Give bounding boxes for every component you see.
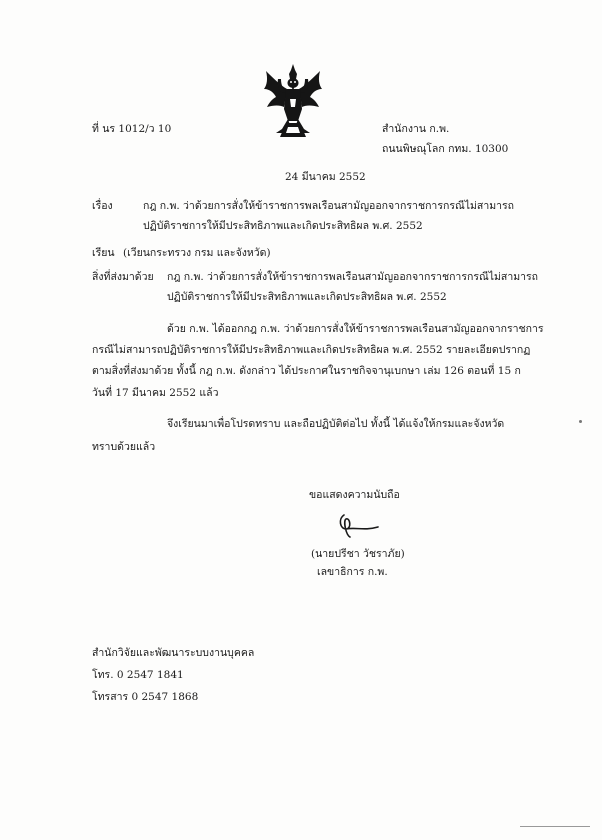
body-paragraph-1-line-3: ตามสิ่งที่ส่งมาด้วย ทั้งนี้ กฎ ก.พ. ดังกล่าว ได้ประกาศในราชกิจจานุเบกษา เล่ม 126 ตอนที่ 15 ก [92, 365, 521, 377]
signatory-title: เลขาธิการ ก.พ. [317, 566, 388, 578]
subject-label: เรื่อง [92, 200, 113, 212]
body-paragraph-2-line-1: จึงเรียนมาเพื่อโปรดทราบ และถือปฏิบัติต่อไป ทั้งนี้ ได้แจ้งให้กรมและจังหวัด [167, 418, 505, 430]
handwritten-signature-icon [334, 509, 382, 541]
office-name: สำนักงาน ก.พ. [382, 123, 450, 135]
body-paragraph-1-line-1: ด้วย ก.พ. ได้ออกกฎ ก.พ. ว่าด้วยการสั่งให้ข้าราชการพลเรือนสามัญออกจากราชการ [167, 323, 544, 335]
body-paragraph-1-line-4: วันที่ 17 มีนาคม 2552 แล้ว [92, 387, 219, 399]
enclosure-line-1: กฎ ก.พ. ว่าด้วยการสั่งให้ข้าราชการพลเรือนสามัญออกจากราชการกรณีไม่สามารถ [167, 271, 539, 283]
recipient-label: เรียน [92, 247, 115, 259]
document-number: ที่ นร 1012/ว 10 [92, 123, 172, 135]
subject-line-1: กฎ ก.พ. ว่าด้วยการสั่งให้ข้าราชการพลเรือนสามัญออกจากราชการกรณีไม่สามารถ [143, 200, 515, 212]
body-paragraph-2-line-2: ทราบด้วยแล้ว [92, 441, 156, 453]
letter-date: 24 มีนาคม 2552 [285, 171, 366, 183]
enclosure-label: สิ่งที่ส่งมาด้วย [92, 271, 154, 283]
fax-number: โทรสาร 0 2547 1868 [92, 691, 199, 703]
scan-edge-line [520, 826, 590, 827]
subject-line-2: ปฏิบัติราชการให้มีประสิทธิภาพและเกิดประสิทธิผล พ.ศ. 2552 [143, 220, 423, 232]
body-paragraph-1-line-2: กรณีไม่สามารถปฏิบัติราชการให้มีประสิทธิภาพและเกิดประสิทธิผล พ.ศ. 2552 รายละเอียดปรากฏ [92, 344, 531, 356]
closing-text: ขอแสดงความนับถือ [309, 489, 400, 501]
recipient-value: (เวียนกระทรวง กรม และจังหวัด) [123, 247, 271, 259]
department-name: สำนักวิจัยและพัฒนาระบบงานบุคคล [92, 647, 255, 659]
garuda-emblem-icon [262, 63, 324, 139]
enclosure-line-2: ปฏิบัติราชการให้มีประสิทธิภาพและเกิดประสิทธิผล พ.ศ. 2552 [167, 291, 447, 303]
scan-speck [579, 420, 582, 423]
office-address: ถนนพิษณุโลก กทม. 10300 [382, 143, 509, 155]
phone-number: โทร. 0 2547 1841 [92, 669, 184, 681]
signatory-name: (นายปรีชา วัชราภัย) [311, 548, 405, 560]
